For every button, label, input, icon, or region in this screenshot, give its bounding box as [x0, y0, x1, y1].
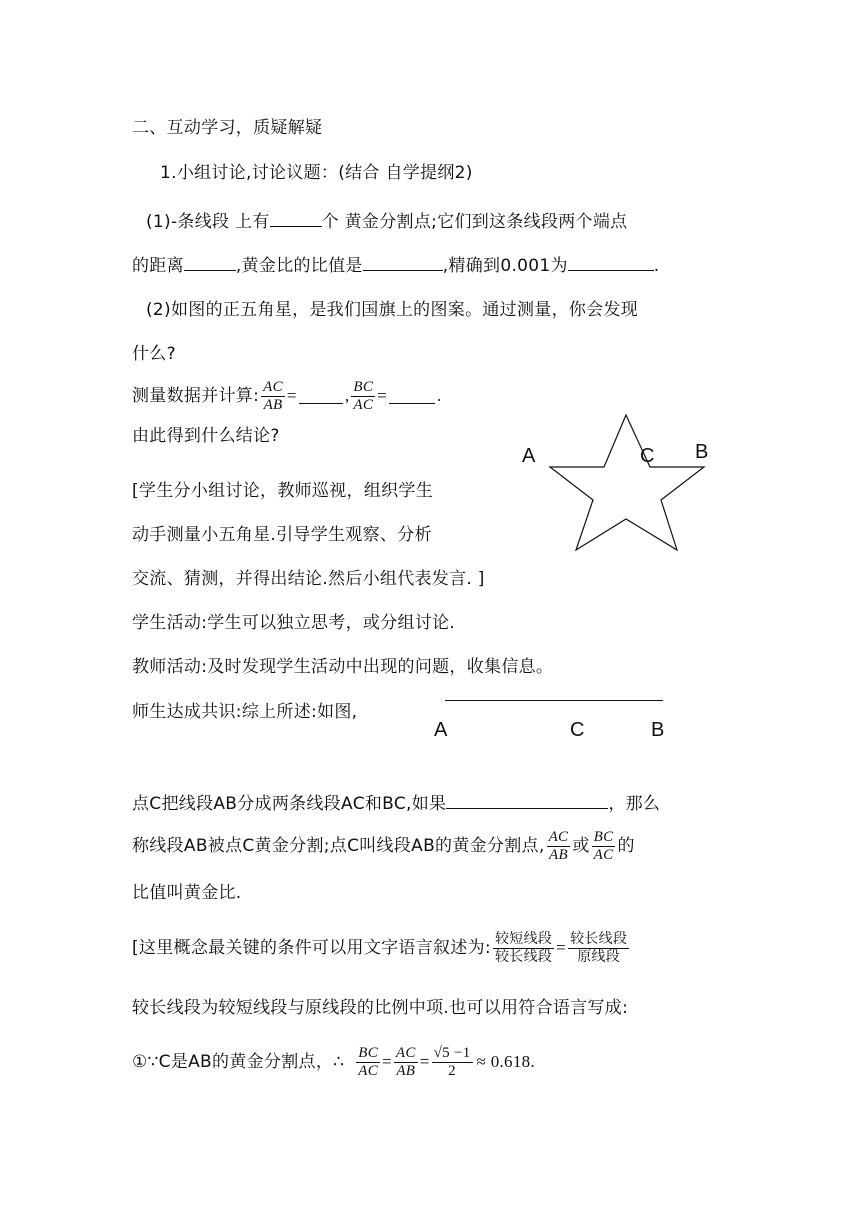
fraction-denominator: AC	[353, 396, 374, 413]
fraction-long-original	[568, 931, 629, 966]
blank-measure-1	[299, 389, 343, 404]
period: .	[437, 386, 442, 405]
blank-count	[270, 210, 322, 227]
blank-condition	[446, 792, 608, 809]
q1-text-b: 个 黄金分割点;它们到这条线段两个端点	[321, 212, 628, 232]
fraction-numerator: BC	[593, 828, 614, 845]
fraction-numerator: BC	[353, 378, 374, 395]
fraction-numerator: 较短线段	[494, 930, 553, 947]
fraction-ac-ab	[547, 829, 571, 864]
definition-line-1	[132, 792, 660, 816]
q1-text-end: .	[653, 256, 660, 276]
definition-text-c: 称线段AB被点C黄金分割;点C叫线段AB的黄金分割点,	[132, 836, 545, 856]
fraction-bc-ac	[356, 1045, 380, 1080]
teacher-activity: 教师活动:及时发现学生活动中出现的问题，收集信息。	[132, 657, 554, 677]
fraction-numerator: AC	[263, 378, 283, 395]
fraction-sqrt5-minus-1-over-2	[432, 1045, 473, 1080]
fraction-numerator: BC	[358, 1044, 379, 1061]
fraction-denominator: AB	[548, 846, 568, 863]
fraction-denominator: 原线段	[577, 948, 621, 965]
equals-sign: =	[556, 938, 567, 957]
q1-text-e: ,精确到0.001为	[442, 256, 568, 276]
fraction-numerator: √5 −1	[433, 1044, 471, 1061]
segment-ab	[445, 700, 663, 701]
equals-sign: =	[419, 1052, 430, 1071]
definition-text-a: 点C把线段AB分成两条线段AC和BC,如果	[132, 794, 447, 814]
fraction-denominator: AC	[358, 1062, 379, 1079]
student-activity: 学生活动:学生可以独立思考，或分组讨论.	[132, 613, 456, 633]
equals-sign: =	[382, 1052, 392, 1071]
definition-line-2	[132, 826, 635, 866]
formula-prefix: ①∵C是AB的黄金分割点，∴	[132, 1052, 345, 1072]
star-shape	[550, 415, 704, 550]
q1-text-a: (1)-条线段 上有	[146, 212, 270, 232]
segment-label-c: C	[570, 719, 585, 741]
question-2-line-2: 什么?	[132, 344, 176, 364]
key-condition-text: [这里概念最关键的条件可以用文字语言叙述为:	[132, 938, 491, 958]
five-pointed-star-figure	[540, 410, 715, 560]
section-title: 二、互动学习，质疑解疑	[132, 118, 323, 138]
q1-text-d: ,黄金比的比值是	[235, 256, 363, 276]
fraction-denominator: 较长线段	[494, 948, 553, 965]
conclusion-question: 由此得到什么结论?	[132, 426, 280, 446]
blank-approx	[568, 254, 654, 271]
question-1-line-1	[146, 210, 627, 234]
question-1-line-2	[132, 254, 660, 278]
or-text: 或	[572, 836, 590, 856]
star-label-b: B	[695, 441, 709, 463]
question-2-line-1: (2)如图的正五角星，是我们国旗上的图案。通过测量，你会发现	[146, 300, 639, 320]
fraction-denominator: AB	[263, 396, 283, 413]
teaching-note-line-3: 交流、猜测，并得出结论.然后小组代表发言. ]	[132, 569, 485, 589]
fraction-ac-ab	[261, 379, 285, 414]
mean-proportional-line: 较长线段为较短线段与原线段的比例中项.也可以用符合语言写成:	[132, 998, 629, 1018]
consensus-line: 师生达成共识:综上所述:如图,	[132, 702, 358, 722]
teaching-note-line-2: 动手测量小五角星.引导学生观察、分析	[132, 525, 432, 545]
golden-ratio-formula-line	[132, 1036, 535, 1088]
fraction-denominator: 2	[448, 1062, 456, 1079]
measure-line	[132, 376, 442, 416]
measure-label: 测量数据并计算:	[132, 386, 260, 406]
star-label-c: C	[640, 445, 655, 467]
segment-label-a: A	[434, 719, 448, 741]
approx-value: ≈ 0.618.	[476, 1052, 536, 1071]
star-label-a: A	[522, 445, 536, 467]
fraction-bc-ac	[592, 829, 616, 864]
definition-line-3: 比值叫黄金比.	[132, 883, 242, 903]
comma: ,	[344, 386, 350, 405]
teaching-note-line-1: [学生分小组讨论，教师巡视，组织学生	[132, 481, 434, 501]
fraction-short-long	[493, 931, 554, 966]
blank-ratio	[363, 254, 443, 271]
blank-distance	[184, 254, 236, 271]
definition-text-b: ，那么	[608, 794, 661, 814]
definition-text-d: 的	[617, 836, 635, 856]
fraction-denominator: AC	[593, 846, 614, 863]
fraction-bc-ac	[351, 379, 375, 414]
fraction-numerator: 较长线段	[570, 930, 628, 947]
equals-sign: =	[286, 386, 297, 405]
fraction-numerator: AC	[395, 1044, 416, 1061]
fraction-denominator: AB	[396, 1062, 416, 1079]
key-condition-line	[132, 925, 631, 971]
fraction-numerator: AC	[548, 828, 569, 845]
blank-measure-2	[389, 389, 435, 404]
q1-text-c: 的距离	[132, 256, 184, 276]
fraction-ac-ab	[394, 1045, 418, 1080]
segment-label-b: B	[651, 719, 665, 741]
discussion-topic: 1.小组讨论,讨论议题：(结合 自学提纲2)	[160, 163, 473, 183]
equals-sign: =	[377, 386, 388, 405]
